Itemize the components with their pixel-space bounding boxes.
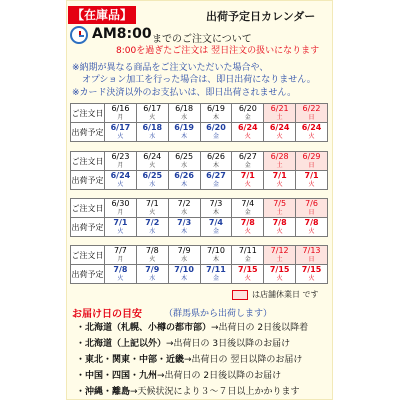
date-text: 7/10 [174,265,194,274]
date-text: 7/11 [238,246,257,255]
ship-date-cell [168,265,200,284]
holiday-legend-text: は店舗休業日 です [252,290,319,299]
date-text: 6/18 [142,123,163,132]
weekday-text: 水 [181,114,188,121]
weekday-text: 火 [276,133,283,140]
date-text: 7/2 [145,218,160,227]
date-text: 6/21 [270,104,289,113]
weekday-text: 水 [149,133,156,140]
ship-date-cell [264,171,296,190]
weekday-text: 火 [117,228,124,235]
weekday-text: 火 [244,133,251,140]
order-date-cell [296,199,328,218]
weekday-text: 日 [308,162,315,169]
date-text: 7/10 [206,246,225,255]
delivery-region: ・北海道（上記以外） [76,339,167,349]
weekday-text: 金 [244,114,251,121]
delivery-region: ・北海道（札幌、小樽の都市部） [76,323,212,333]
delivery-region: ・沖縄・離島 [76,387,131,397]
stock-badge: 【在庫品】 [68,6,136,24]
order-row [71,199,328,218]
weekday-text: 金 [212,181,219,188]
date-text: 7/15 [301,265,322,274]
order-date-cell [105,152,137,171]
ship-row [71,171,328,190]
weekday-text: 月 [117,256,124,263]
date-text: 6/24 [269,123,290,132]
week-table [70,151,328,190]
note-line-1: ※納期が異なる商品をご注文いただいた場合や、 [72,63,269,73]
date-text: 6/17 [143,104,162,113]
clock-icon [70,26,88,44]
cutoff-time: AM8:00 [92,26,152,42]
weekday-text: 火 [117,181,124,188]
ship-date-cell [200,218,232,237]
note-line-2: オプション加工を行った場合は、即日出荷になりません。 [82,75,316,85]
date-text: 7/13 [302,246,321,255]
order-date-cell [296,246,328,265]
delivery-subtitle: （群馬県から出荷します） [164,309,273,319]
date-text: 6/24 [301,123,322,132]
ship-date-cell [136,123,168,142]
weekday-text: 土 [276,209,283,216]
ship-date-cell [200,123,232,142]
date-text: 6/22 [302,104,321,113]
order-date-cell [200,152,232,171]
weekday-text: 日 [308,114,315,121]
weekday-text: 金 [212,228,219,235]
date-text: 6/24 [143,152,162,161]
weekday-text: 水 [149,228,156,235]
ship-date-cell [200,265,232,284]
date-text: 7/6 [305,199,318,208]
date-text: 7/2 [177,199,191,208]
weekday-text: 火 [244,275,251,282]
order-label: ご注文日 [71,246,105,265]
order-date-cell [232,104,264,123]
weekday-text: 火 [276,228,283,235]
weekday-text: 月 [117,162,124,169]
date-text: 7/1 [272,171,287,180]
week-table [70,103,328,142]
delivery-region: ・中国・四国・九州 [76,371,158,381]
weekday-text: 火 [308,181,315,188]
weekday-text: 木 [181,133,188,140]
delivery-line [76,368,281,381]
cutoff-text: までのご注文について [152,34,252,45]
order-date-cell [168,104,200,123]
date-text: 7/15 [269,265,290,274]
order-date-cell [264,199,296,218]
date-text: 7/11 [206,265,226,274]
delivery-line [76,384,300,397]
ship-date-cell [168,171,200,190]
weekday-text: 金 [212,133,219,140]
delivery-title: お届け日の目安 [72,309,142,320]
order-label: ご注文日 [71,199,105,218]
order-date-cell [136,104,168,123]
ship-date-cell [296,265,328,284]
weekday-text: 火 [308,133,315,140]
ship-date-cell [296,123,328,142]
weekday-text: 水 [181,256,188,263]
delivery-detail: →出荷日の 2日後以降のお届け [157,371,282,381]
week-table [70,245,328,284]
order-label: ご注文日 [71,152,105,171]
date-text: 7/5 [273,199,287,208]
ship-date-cell [136,218,168,237]
order-date-cell [232,199,264,218]
order-date-cell [105,104,137,123]
date-text: 7/1 [113,218,128,227]
header [68,6,331,26]
weekday-text: 水 [181,209,188,216]
date-text: 6/26 [174,171,194,180]
order-date-cell [200,199,232,218]
date-text: 6/24 [110,171,131,180]
weekday-text: 金 [244,209,251,216]
order-date-cell [264,246,296,265]
delivery-detail: →出荷日の 2日後以降着 [211,323,309,333]
delivery-detail: →出荷日の 翌日以降のお届け [184,355,303,365]
delivery-line [76,352,302,365]
weekday-text: 月 [117,114,124,121]
ship-date-cell [168,123,200,142]
ship-date-cell [105,123,137,142]
weekday-text: 火 [308,228,315,235]
ship-date-cell [264,218,296,237]
order-date-cell [168,246,200,265]
date-text: 6/24 [237,123,258,132]
weekday-text: 水 [181,162,188,169]
ship-date-cell [232,218,264,237]
order-date-cell [296,104,328,123]
order-date-cell [232,246,264,265]
delivery-detail: →出荷日の 3日後以降のお届け [166,339,291,349]
date-text: 7/1 [145,199,159,208]
date-text: 7/9 [145,265,160,274]
date-text: 6/27 [238,152,257,161]
ship-date-cell [105,218,137,237]
order-date-cell [168,199,200,218]
weekday-text: 木 [181,275,188,282]
weekday-text: 火 [149,114,156,121]
date-text: 6/26 [206,152,225,161]
weekday-text: 火 [276,181,283,188]
delivery-line [76,336,290,349]
order-date-cell [296,152,328,171]
weekday-text: 火 [149,256,156,263]
weekday-text: 土 [276,256,283,263]
ship-date-cell [168,218,200,237]
order-date-cell [136,246,168,265]
date-text: 7/8 [113,265,128,274]
weekday-text: 木 [212,256,219,263]
order-label: ご注文日 [71,104,105,123]
ship-date-cell [296,171,328,190]
ship-date-cell [232,265,264,284]
order-date-cell [264,104,296,123]
ship-row [71,218,328,237]
date-text: 7/8 [272,218,287,227]
ship-date-cell [200,171,232,190]
ship-date-cell [232,123,264,142]
order-date-cell [136,199,168,218]
date-text: 6/29 [302,152,321,161]
delivery-region: ・東北・関東・中部・近畿 [76,355,185,365]
weekday-text: 火 [149,162,156,169]
date-text: 7/9 [177,246,191,255]
date-text: 7/4 [208,218,223,227]
date-text: 6/18 [175,104,194,113]
date-text: 6/28 [270,152,289,161]
weekday-text: 火 [117,133,124,140]
date-text: 7/4 [241,199,255,208]
order-date-cell [105,199,137,218]
weekday-text: 火 [244,181,251,188]
weekday-text: 火 [244,228,251,235]
weekday-text: 月 [117,209,124,216]
date-text: 6/20 [238,104,257,113]
date-text: 6/30 [111,199,130,208]
weekday-text: 木 [181,181,188,188]
order-date-cell [200,104,232,123]
order-date-cell [136,152,168,171]
ship-row [71,123,328,142]
ship-date-cell [264,265,296,284]
weekday-text: 水 [149,181,156,188]
date-text: 6/25 [142,171,163,180]
note-line-3: ※カード決済以外のお支払いは、即日出荷されません。 [72,88,297,98]
week-table [70,198,328,237]
weekday-text: 金 [212,275,219,282]
ship-date-cell [136,171,168,190]
weekday-text: 火 [149,209,156,216]
weekday-text: 水 [149,275,156,282]
date-text: 6/25 [175,152,194,161]
order-date-cell [232,152,264,171]
weekday-text: 火 [117,275,124,282]
date-text: 7/3 [177,218,192,227]
order-date-cell [168,152,200,171]
weekday-text: 木 [212,209,219,216]
ship-label: 出荷予定 [71,218,105,237]
date-text: 7/15 [237,265,258,274]
ship-label: 出荷予定 [71,123,105,142]
order-date-cell [105,246,137,265]
weekday-text: 金 [244,256,251,263]
ship-label: 出荷予定 [71,265,105,284]
date-text: 7/8 [145,246,159,255]
delivery-line [76,320,308,333]
date-text: 7/12 [270,246,289,255]
date-text: 6/19 [174,123,194,132]
date-text: 6/27 [206,171,226,180]
weekday-text: 火 [276,275,283,282]
date-text: 7/1 [304,171,319,180]
weekday-text: 土 [276,114,283,121]
date-text: 7/3 [209,199,223,208]
order-date-cell [264,152,296,171]
ship-date-cell [105,171,137,190]
weekday-text: 木 [212,114,219,121]
delivery-detail: →天候状況により３～７日以上かかります [130,387,300,397]
ship-date-cell [264,123,296,142]
weekday-text: 日 [308,256,315,263]
date-text: 7/1 [240,171,255,180]
date-text: 6/16 [111,104,130,113]
weekday-text: 木 [212,162,219,169]
date-text: 6/19 [206,104,225,113]
order-row [71,104,328,123]
holiday-legend-swatch [232,290,248,300]
page-title: 出荷予定日カレンダー [206,10,316,23]
date-text: 7/8 [304,218,319,227]
date-text: 6/23 [111,152,130,161]
order-date-cell [200,246,232,265]
weekday-text: 木 [181,228,188,235]
date-text: 6/17 [110,123,131,132]
ship-date-cell [136,265,168,284]
cutoff-after-note: 8:00を過ぎたご注文は 翌日注文の扱いになります [116,46,320,56]
ship-date-cell [296,218,328,237]
weekday-text: 火 [308,275,315,282]
ship-date-cell [105,265,137,284]
date-text: 7/8 [240,218,255,227]
weekday-text: 金 [244,162,251,169]
order-row [71,152,328,171]
ship-label: 出荷予定 [71,171,105,190]
weekday-text: 土 [276,162,283,169]
date-text: 7/7 [113,246,127,255]
order-row [71,246,328,265]
ship-date-cell [232,171,264,190]
weekday-text: 日 [308,209,315,216]
date-text: 6/20 [206,123,226,132]
ship-row [71,265,328,284]
